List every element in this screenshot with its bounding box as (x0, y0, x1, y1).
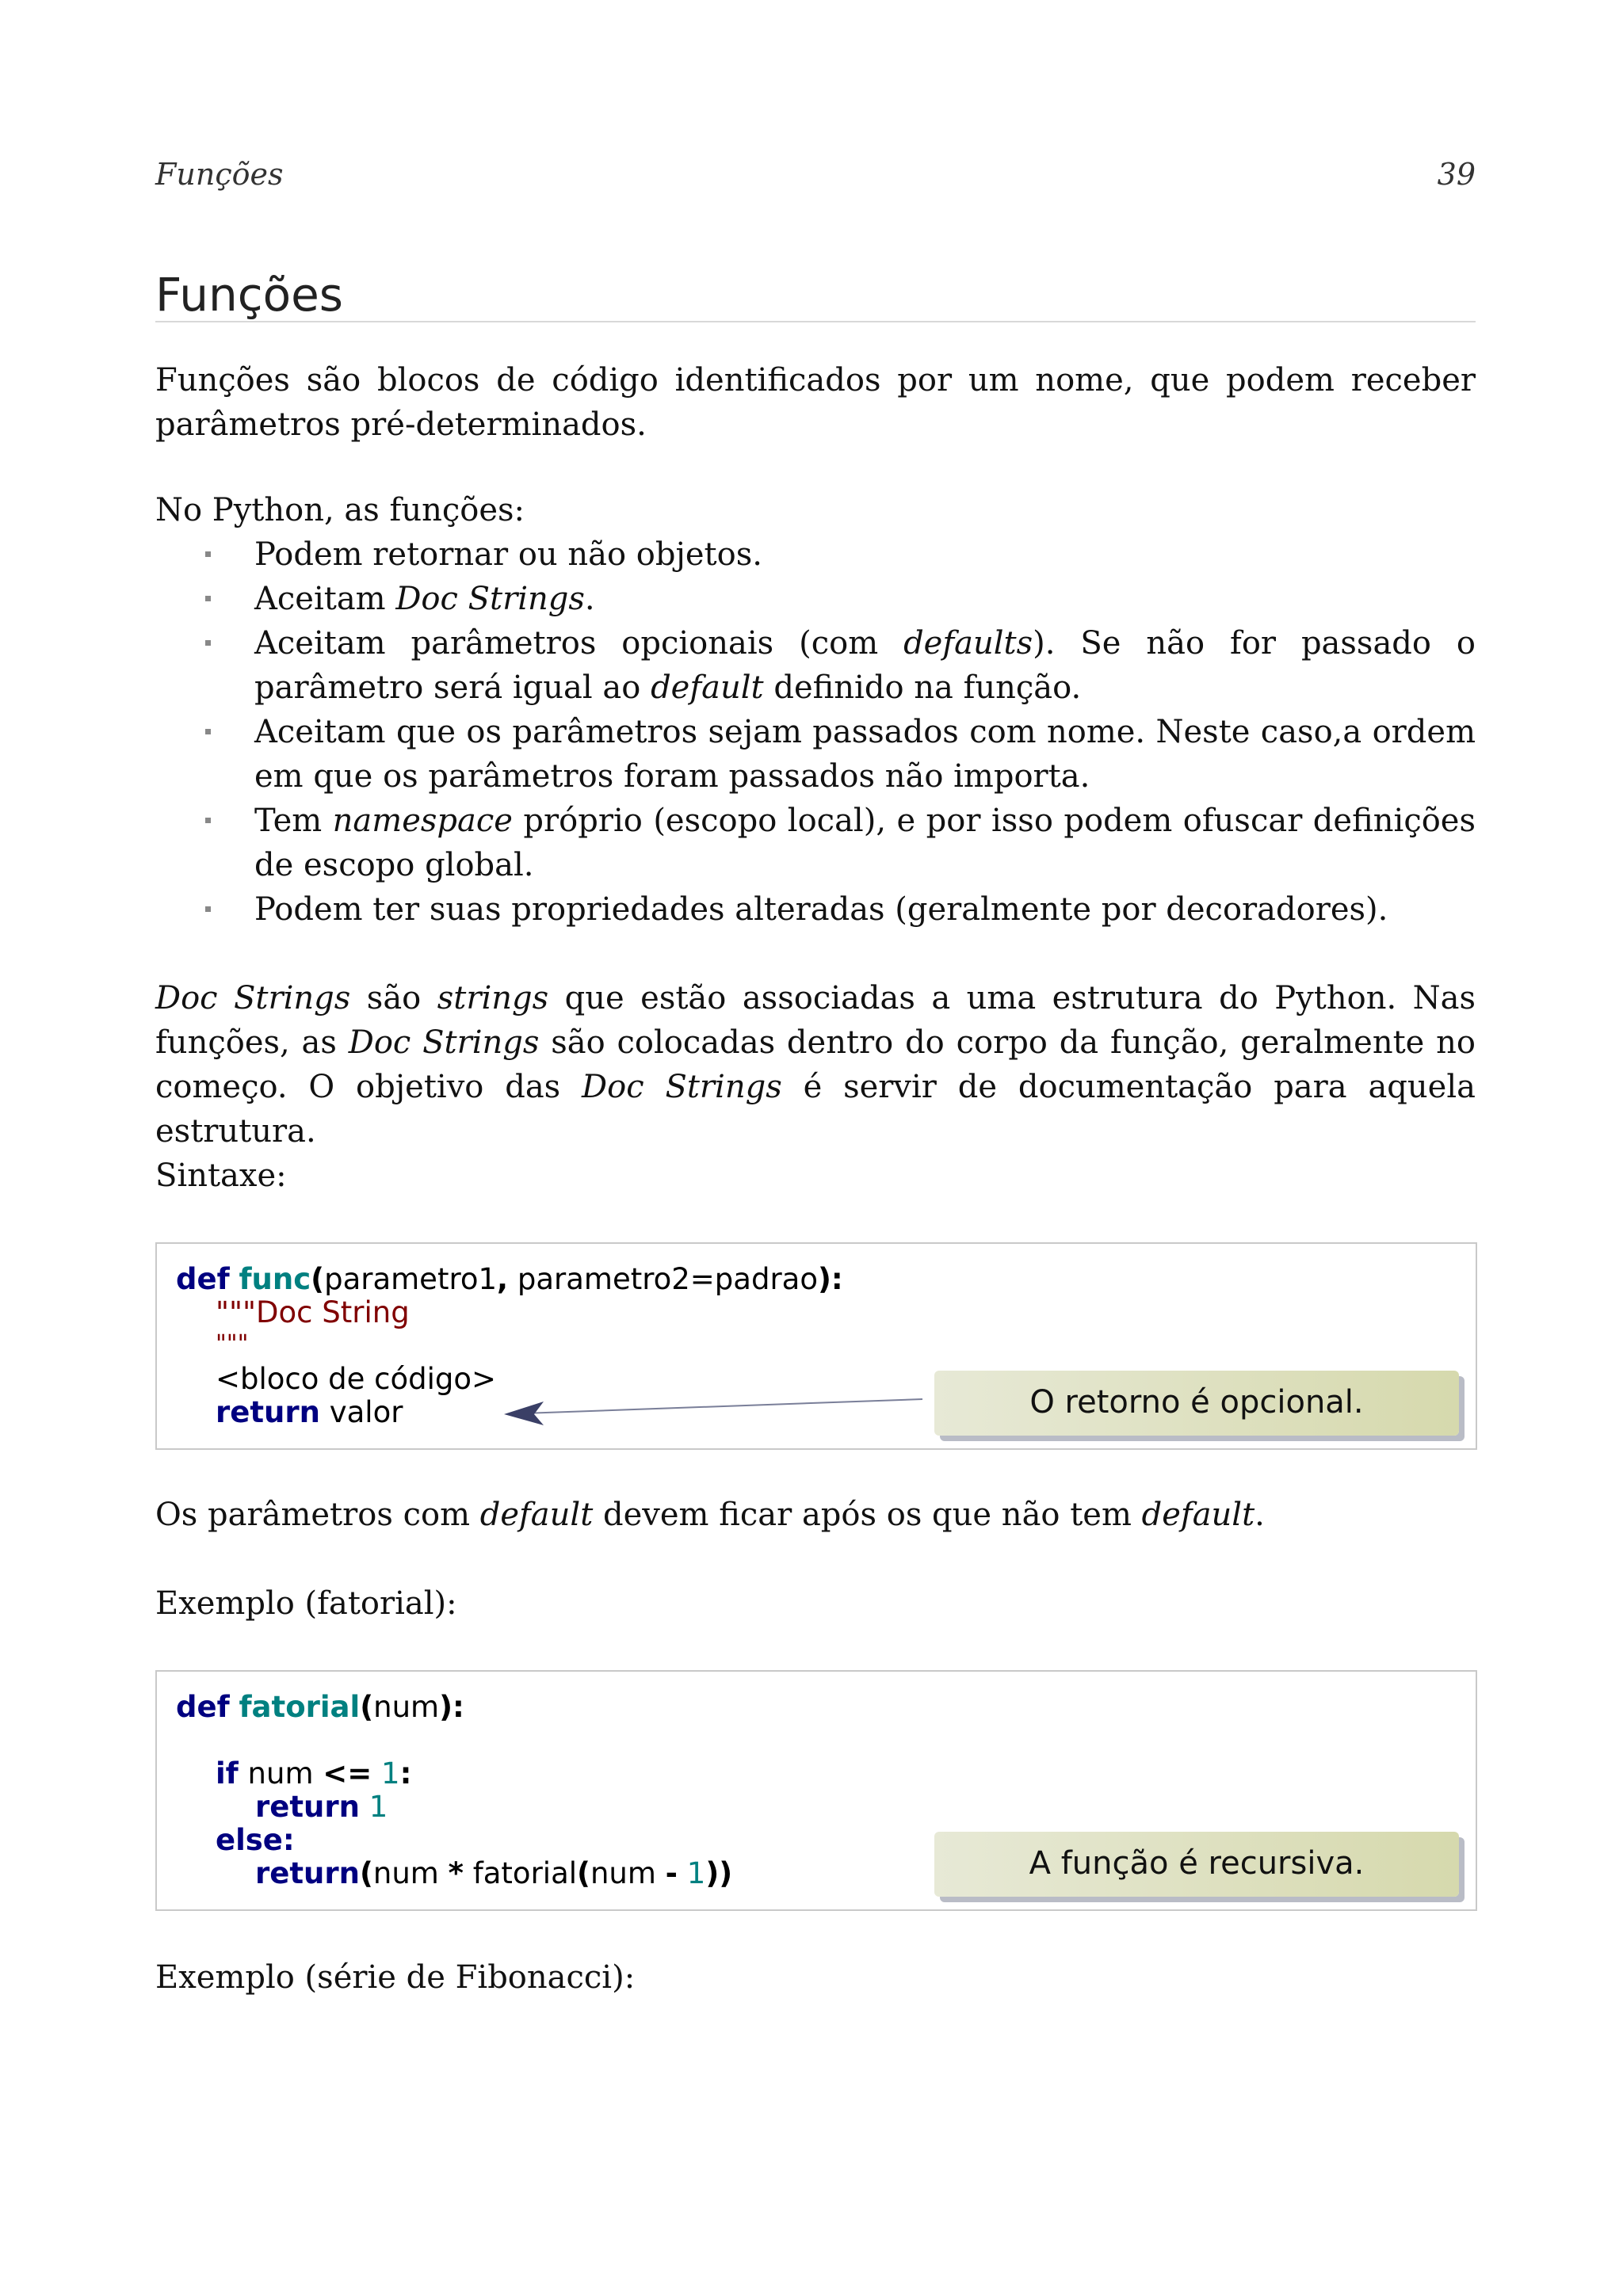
docstrings-paragraph: Doc Strings são strings que estão associadas a uma estrutura do Python. Nas funções, as Doc Strings são colocadas dentro do corpo da função, geralmente no começo. O objetivo das Doc Strings é servir de documentação para aquela estrutura. (155, 980, 1476, 1150)
code-line: else: (216, 1823, 295, 1857)
list-item: Podem retornar ou não objetos. (155, 532, 1476, 577)
callout-recursive: A função é recursiva. (934, 1832, 1459, 1897)
intro-paragraph: Funções são blocos de código identificados por um nome, que podem receber parâmetros pré-determinados. (155, 362, 1476, 443)
list-item: Aceitam parâmetros opcionais (com defaults). Se não for passado o parâmetro será igual ao default definido na função. (155, 621, 1476, 710)
chapter-name: Funções (155, 157, 284, 192)
list-item: Podem ter suas propriedades alteradas (geralmente por decoradores). (155, 887, 1476, 932)
page-title: Funções (155, 268, 343, 322)
code-line: def fatorial(num): (176, 1690, 464, 1724)
callout-return-optional: O retorno é opcional. (934, 1371, 1459, 1436)
list-item: Aceitam que os parâmetros sejam passados com nome. Neste caso,a ordem em que os parâmetros foram passados não importa. (155, 710, 1476, 799)
code-line: """Doc String (216, 1295, 410, 1329)
code-line: return 1 (255, 1790, 388, 1824)
list-item: Tem namespace próprio (escopo local), e por isso podem ofuscar definições de escopo global. (155, 799, 1476, 887)
example-fatorial-label: Exemplo (fatorial): (155, 1585, 457, 1622)
list-item: Aceitam Doc Strings. (155, 577, 1476, 621)
callout-arrow-1 (504, 1399, 922, 1425)
defaults-paragraph: Os parâmetros com default devem ficar após os que não tem default. (155, 1497, 1265, 1533)
syntax-label: Sintaxe: (155, 1158, 287, 1194)
code-line: <bloco de código> (216, 1362, 497, 1396)
code-line: """ (216, 1330, 249, 1358)
code-line: def func(parametro1, parametro2=padrao): (176, 1262, 843, 1296)
example-fibonacci-label: Exemplo (série de Fibonacci): (155, 1959, 636, 1996)
code-line: return(num * fatorial(num - 1)) (255, 1856, 733, 1890)
list-intro: No Python, as funções: (155, 492, 525, 528)
code-line: return valor (216, 1395, 403, 1429)
page-number: 39 (1437, 157, 1476, 192)
code-line: if num <= 1: (216, 1756, 412, 1791)
